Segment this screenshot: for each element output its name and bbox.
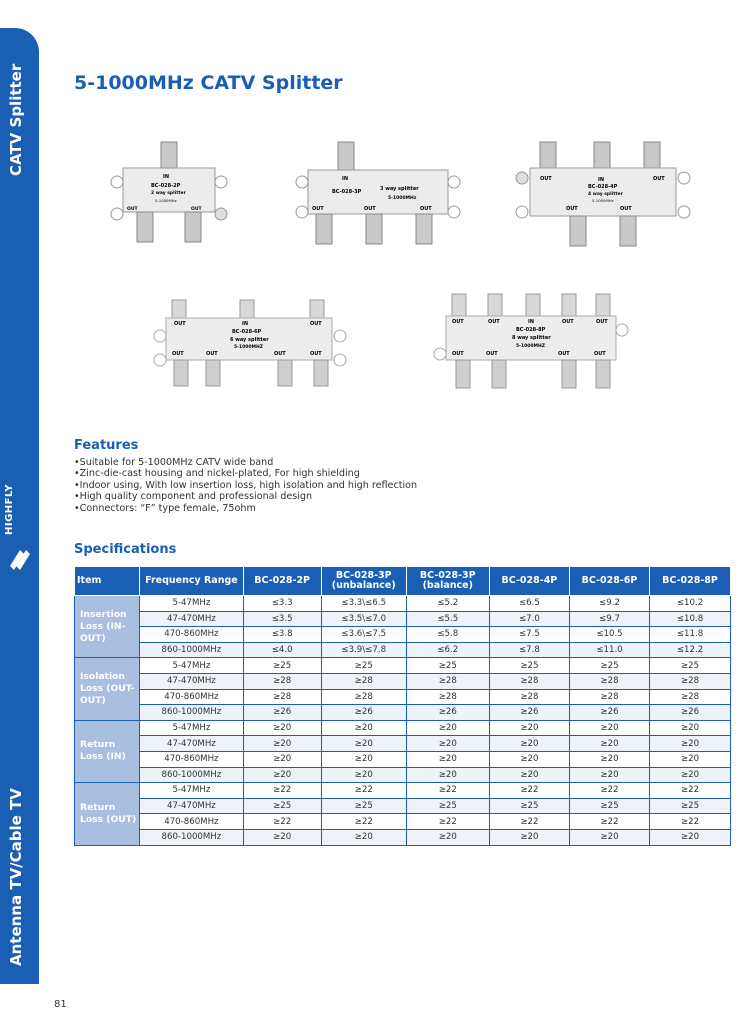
spec-value-cell: ≥28 [243,673,321,689]
spec-value-cell: ≤7.5 [489,627,569,643]
spec-value-cell: ≤9.2 [569,596,649,612]
spec-value-cell: ≥20 [243,720,321,736]
table-row [75,751,731,767]
table-row [75,596,731,612]
frequency-cell: 47-470MHz [140,611,243,627]
product-image-8p [430,292,630,396]
spec-value-cell: ≤3.6\≤7.5 [321,627,406,643]
spec-value-cell: ≥20 [406,829,489,845]
spec-value-cell: ≥28 [489,689,569,705]
product-out-label: OUT [364,206,376,212]
frequency-cell: 47-470MHz [140,736,243,752]
sidebar-section-label: Antenna TV/Cable TV [7,788,25,966]
table-row [75,829,731,845]
spec-value-cell: ≥22 [489,783,569,799]
spec-value-cell: ≥25 [650,658,731,674]
table-row [75,642,731,658]
table-row [75,658,731,674]
spec-value-cell: ≥25 [569,798,649,814]
spec-value-cell: ≥28 [569,689,649,705]
spec-value-cell: ≤3.5 [243,611,321,627]
product-out-label: OUT [452,351,464,357]
feature-item: • Connectors: “F” type female, 75ohm [74,503,417,514]
product-model: BC-028-6P [232,329,262,335]
features-list [74,457,417,514]
spec-value-cell: ≤3.8 [243,627,321,643]
spec-value-cell: ≥28 [489,673,569,689]
spec-value-cell: ≥25 [489,798,569,814]
product-out-label: OUT [127,207,138,212]
spec-value-cell: ≥20 [569,767,649,783]
spec-value-cell: ≥28 [406,689,489,705]
frequency-cell: 470-860MHz [140,689,243,705]
column-header: BC-028-4P [489,567,569,596]
spec-value-cell: ≥25 [321,658,406,674]
column-header: BC-028-6P [569,567,649,596]
product-out-label: OUT [310,351,322,357]
spec-value-cell: ≤10.8 [650,611,731,627]
spec-value-cell: ≥25 [406,658,489,674]
spec-value-cell: ≥20 [321,736,406,752]
spec-value-cell: ≥20 [569,829,649,845]
frequency-cell: 47-470MHz [140,798,243,814]
product-image-6p [150,296,350,396]
specifications-heading: Specifications [74,542,177,557]
spec-value-cell: ≥28 [650,689,731,705]
product-out-label: OUT [310,321,322,327]
product-band: 5-1000MHZ [234,345,264,350]
product-image-3p [288,140,468,250]
spec-value-cell: ≥26 [406,705,489,721]
spec-value-cell: ≥20 [650,829,731,845]
product-image-4p [508,140,698,250]
product-model: BC-028-3P [332,189,362,195]
frequency-cell: 860-1000MHz [140,829,243,845]
page-number: 81 [54,999,67,1010]
product-out-label: OUT [596,319,608,325]
table-row [75,705,731,721]
spec-value-cell: ≤4.0 [243,642,321,658]
product-out-label: OUT [206,351,218,357]
product-desc: 4 way splitter [588,192,623,197]
spec-value-cell: ≥25 [406,798,489,814]
feature-item: • Suitable for 5-1000MHz CATV wide band [74,457,417,468]
spec-value-cell: ≥20 [569,751,649,767]
table-row [75,689,731,705]
spec-value-cell: ≥22 [406,814,489,830]
spec-item-cell: Insertion Loss (IN-OUT) [75,596,140,658]
table-row [75,814,731,830]
column-header: BC-028-3P (balance) [406,567,489,596]
product-out-label: OUT [172,351,184,357]
spec-value-cell: ≥20 [243,736,321,752]
spec-value-cell: ≥25 [243,658,321,674]
product-in-label: IN [242,321,249,327]
spec-value-cell: ≥22 [489,814,569,830]
spec-value-cell: ≥26 [569,705,649,721]
feature-item: • High quality component and professional design [74,491,417,502]
product-band: 5-1000MHz [592,198,614,203]
spec-value-cell: ≥20 [650,736,731,752]
table-row [75,720,731,736]
spec-value-cell: ≥20 [489,767,569,783]
spec-value-cell: ≥20 [569,720,649,736]
column-header: BC-028-8P [650,567,731,596]
spec-value-cell: ≥22 [650,814,731,830]
product-model: BC-028-2P [151,183,181,189]
spec-value-cell: ≥20 [650,720,731,736]
column-header: Item [75,567,140,596]
spec-value-cell: ≥26 [243,705,321,721]
product-out-label: OUT [452,319,464,325]
frequency-cell: 470-860MHz [140,627,243,643]
spec-value-cell: ≥20 [650,767,731,783]
product-model: BC-028-4P [588,184,618,190]
frequency-cell: 470-860MHz [140,751,243,767]
product-in-label: IN [528,319,535,325]
product-out-label: OUT [562,319,574,325]
product-desc: 6 way splitter [230,337,269,343]
spec-value-cell: ≥26 [321,705,406,721]
product-desc: 8 way splitter [512,335,551,341]
frequency-cell: 47-470MHz [140,673,243,689]
column-header: Frequency Range [140,567,243,596]
product-out-label: OUT [566,206,578,212]
frequency-cell: 5-47MHz [140,783,243,799]
column-header: BC-028-3P (unbalance) [321,567,406,596]
spec-value-cell: ≤12.2 [650,642,731,658]
table-row [75,783,731,799]
product-in-label: IN [598,177,605,183]
spec-value-cell: ≥22 [243,783,321,799]
spec-value-cell: ≤11.8 [650,627,731,643]
frequency-cell: 5-47MHz [140,658,243,674]
table-row [75,798,731,814]
spec-value-cell: ≥20 [406,720,489,736]
spec-value-cell: ≤3.3\≤6.5 [321,596,406,612]
spec-value-cell: ≤5.5 [406,611,489,627]
spec-value-cell: ≥25 [321,798,406,814]
product-out-label: OUT [620,206,632,212]
frequency-cell: 5-47MHz [140,596,243,612]
product-out-label: OUT [486,351,498,357]
spec-value-cell: ≥22 [569,783,649,799]
spec-value-cell: ≤5.2 [406,596,489,612]
spec-value-cell: ≥20 [406,751,489,767]
table-row [75,673,731,689]
spec-value-cell: ≥22 [650,783,731,799]
product-in-label: IN [163,174,170,180]
spec-value-cell: ≥20 [321,829,406,845]
spec-value-cell: ≥25 [489,658,569,674]
spec-value-cell: ≥20 [489,720,569,736]
product-out-label: OUT [653,176,665,182]
features-heading: Features [74,438,139,453]
spec-value-cell: ≥22 [321,814,406,830]
spec-value-cell: ≥28 [406,673,489,689]
spec-item-cell: Isolation Loss (OUT-OUT) [75,658,140,720]
spec-item-cell: Return Loss (IN) [75,720,140,782]
spec-value-cell: ≤9.7 [569,611,649,627]
product-out-label: OUT [312,206,324,212]
spec-value-cell: ≥25 [650,798,731,814]
product-out-label: OUT [274,351,286,357]
feature-item: • Indoor using, With low insertion loss, high isolation and high reflection [74,480,417,491]
spec-value-cell: ≤6.2 [406,642,489,658]
spec-value-cell: ≤11.0 [569,642,649,658]
spec-item-cell: Return Loss (OUT) [75,783,140,845]
spec-value-cell: ≥22 [321,783,406,799]
sidebar-category-label: CATV Splitter [7,63,25,176]
table-row [75,736,731,752]
product-out-label: OUT [594,351,606,357]
product-out-label: OUT [558,351,570,357]
table-row [75,767,731,783]
spec-value-cell: ≤3.9\≤7.8 [321,642,406,658]
spec-value-cell: ≤10.5 [569,627,649,643]
column-header: BC-028-2P [243,567,321,596]
product-in-label: IN [342,176,349,182]
product-out-label: OUT [191,207,202,212]
frequency-cell: 860-1000MHz [140,705,243,721]
spec-value-cell: ≥22 [406,783,489,799]
spec-value-cell: ≤6.5 [489,596,569,612]
spec-value-cell: ≥22 [569,814,649,830]
page-title: 5-1000MHz CATV Splitter [74,72,343,94]
product-out-label: OUT [540,176,552,182]
product-desc: 2 way splitter [151,191,186,196]
spec-value-cell: ≥20 [321,720,406,736]
product-out-label: OUT [174,321,186,327]
product-model: BC-028-8P [516,327,546,333]
spec-value-cell: ≥20 [489,751,569,767]
spec-value-cell: ≥22 [243,814,321,830]
table-header-row [75,567,731,596]
spec-value-cell: ≥28 [321,673,406,689]
spec-value-cell: ≥20 [489,736,569,752]
table-row [75,627,731,643]
product-image-2p [103,140,233,250]
frequency-cell: 860-1000MHz [140,767,243,783]
product-out-label: OUT [488,319,500,325]
spec-value-cell: ≥20 [243,751,321,767]
feature-item: • Zinc-die-cast housing and nickel-plated, For high shielding [74,468,417,479]
spec-value-cell: ≤5.8 [406,627,489,643]
spec-value-cell: ≥28 [650,673,731,689]
spec-value-cell: ≤7.0 [489,611,569,627]
product-band: 5-1000MHZ [516,344,546,349]
spec-value-cell: ≥28 [321,689,406,705]
spec-value-cell: ≥25 [243,798,321,814]
spec-value-cell: ≤7.8 [489,642,569,658]
spec-value-cell: ≥20 [321,751,406,767]
spec-value-cell: ≥20 [406,736,489,752]
frequency-cell: 470-860MHz [140,814,243,830]
spec-value-cell: ≤3.5\≤7.0 [321,611,406,627]
spec-value-cell: ≥20 [650,751,731,767]
spec-value-cell: ≥20 [321,767,406,783]
spec-value-cell: ≥28 [243,689,321,705]
brand-logo-text: HIGHFLY [4,483,15,535]
spec-value-cell: ≥26 [489,705,569,721]
product-band: 5-1000MHz [388,196,417,201]
spec-value-cell: ≤10.2 [650,596,731,612]
frequency-cell: 860-1000MHz [140,642,243,658]
product-desc: 3 way splitter [380,186,419,192]
spec-value-cell: ≥28 [569,673,649,689]
spec-value-cell: ≥20 [243,767,321,783]
product-band: 5-1000MHz [155,198,177,203]
spec-value-cell: ≥26 [650,705,731,721]
spec-value-cell: ≥20 [243,829,321,845]
spec-value-cell: ≥20 [489,829,569,845]
spec-value-cell: ≥20 [569,736,649,752]
frequency-cell: 5-47MHz [140,720,243,736]
specifications-table [74,566,731,846]
spec-value-cell: ≥25 [569,658,649,674]
product-out-label: OUT [420,206,432,212]
table-row [75,611,731,627]
spec-value-cell: ≥20 [406,767,489,783]
spec-value-cell: ≤3.3 [243,596,321,612]
